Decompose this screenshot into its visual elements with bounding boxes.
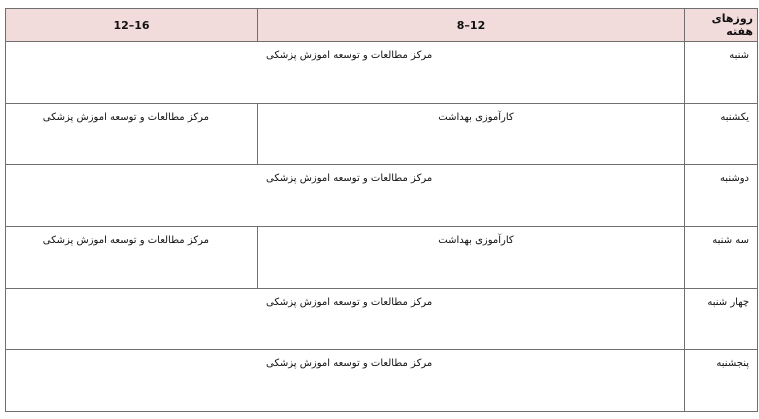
day-cell: چهار شنبه bbox=[685, 288, 758, 350]
header-12-16: 12–16 bbox=[6, 9, 258, 42]
table-row bbox=[6, 350, 758, 412]
afternoon-cell: مرکز مطالعات و توسعه اموزش پزشکی bbox=[6, 103, 258, 165]
table-row bbox=[6, 226, 758, 288]
morning-cell: کارآموزی بهداشت bbox=[258, 226, 685, 288]
full-day-cell: مرکز مطالعات و توسعه اموزش پزشکی bbox=[6, 350, 685, 412]
table-row bbox=[6, 103, 758, 165]
full-day-cell: مرکز مطالعات و توسعه اموزش پزشکی bbox=[6, 165, 685, 227]
day-cell: یکشنبه bbox=[685, 103, 758, 165]
header-8-12: 8–12 bbox=[258, 9, 685, 42]
afternoon-cell: مرکز مطالعات و توسعه اموزش پزشکی bbox=[6, 226, 258, 288]
full-day-cell: مرکز مطالعات و توسعه اموزش پزشکی bbox=[6, 288, 685, 350]
table-row bbox=[6, 165, 758, 227]
day-cell: پنجشنبه bbox=[685, 350, 758, 412]
header-row bbox=[6, 9, 758, 42]
morning-cell: کارآموزی بهداشت bbox=[258, 103, 685, 165]
day-cell: دوشنبه bbox=[685, 165, 758, 227]
table-row bbox=[6, 288, 758, 350]
full-day-cell: مرکز مطالعات و توسعه اموزش پزشکی bbox=[6, 42, 685, 104]
day-cell: شنبه bbox=[685, 42, 758, 104]
day-cell: سه شنبه bbox=[685, 226, 758, 288]
table-row bbox=[6, 42, 758, 104]
header-days: روزهای هفته bbox=[685, 9, 758, 42]
weekly-schedule-table bbox=[5, 8, 758, 412]
